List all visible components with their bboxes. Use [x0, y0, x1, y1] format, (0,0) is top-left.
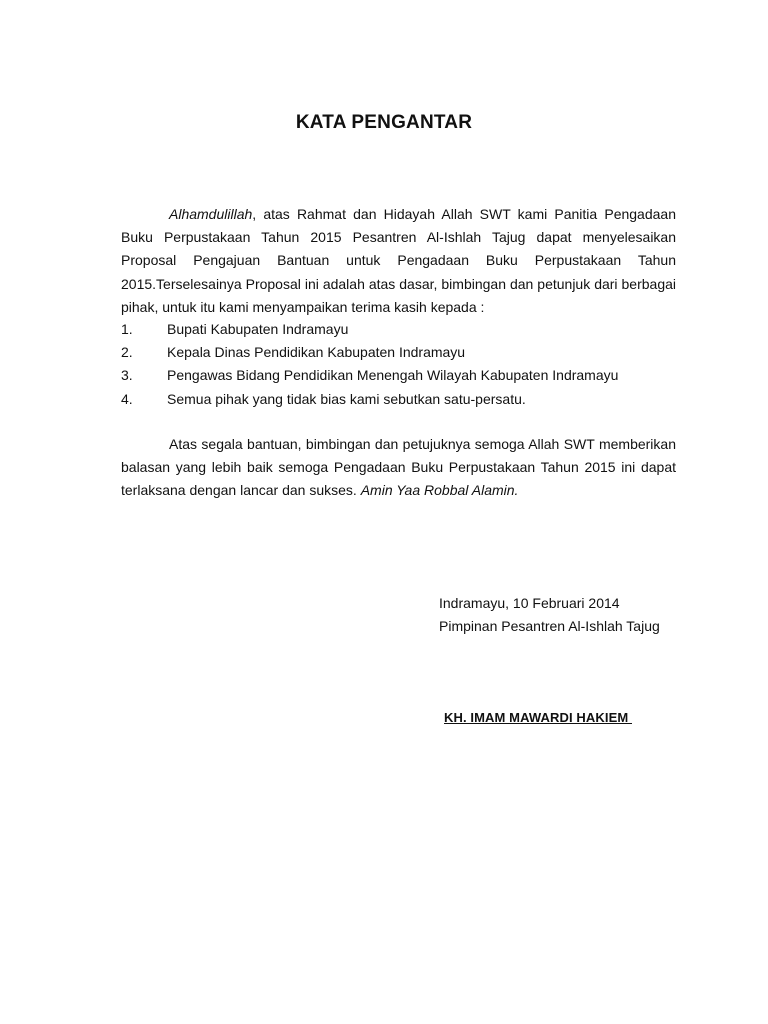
list-item	[121, 388, 676, 411]
intro-italic-lead: Alhamdulillah	[169, 206, 253, 222]
signer-name: KH. IMAM MAWARDI HAKIEM	[444, 710, 632, 725]
signature-block	[439, 592, 660, 638]
list-item-text: Semua pihak yang tidak bias kami sebutkan satu-persatu.	[167, 390, 526, 407]
list-item	[121, 341, 676, 364]
thanks-list	[121, 318, 676, 411]
list-item-text: Kepala Dinas Pendidikan Kabupaten Indramayu	[167, 344, 466, 361]
closing-text: Atas segala bantuan, bimbingan dan petujuknya semoga Allah SWT memberikan balasan yang lebih baik semoga Pengadaan Buku Perpustakaan Tahun 2015 ini dapat terlaksana dengan lancar dan sukses.	[121, 436, 676, 499]
list-item-number: 3.	[121, 367, 133, 384]
page-title: KATA PENGANTAR	[295, 112, 473, 133]
intro-paragraph	[121, 203, 676, 319]
list-item-number: 2.	[121, 344, 133, 361]
list-item-number: 4.	[121, 390, 133, 407]
intro-text: , atas Rahmat dan Hidayah Allah SWT kami Panitia Pengadaan Buku Perpustakaan Tahun 2015 Pesantren Al-Ishlah Tajug dapat menyelesaikan Proposal Pengajuan Bantuan untuk Pengadaan Buku Perpustakaan Tahun 2015.Terselesainya Proposal ini adalah atas dasar, bimbingan dan petunjuk dari berbagai pihak, untuk itu kami menyampaikan terima kasih kepada :	[121, 206, 676, 315]
list-item-text: Bupati Kabupaten Indramayu	[167, 321, 349, 337]
list-item	[121, 364, 676, 387]
place-date: Indramayu, 10 Februari 2014	[439, 595, 620, 611]
list-item	[121, 318, 676, 341]
closing-italic-prayer: Amin Yaa Robbal Alamin.	[360, 482, 519, 499]
list-item-number: 1.	[121, 321, 133, 337]
closing-paragraph	[121, 433, 676, 503]
list-item-text: Pengawas Bidang Pendidikan Menengah Wilayah Kabupaten Indramayu	[167, 367, 619, 384]
signer-position: Pimpinan Pesantren Al-Ishlah Tajug	[439, 618, 660, 635]
